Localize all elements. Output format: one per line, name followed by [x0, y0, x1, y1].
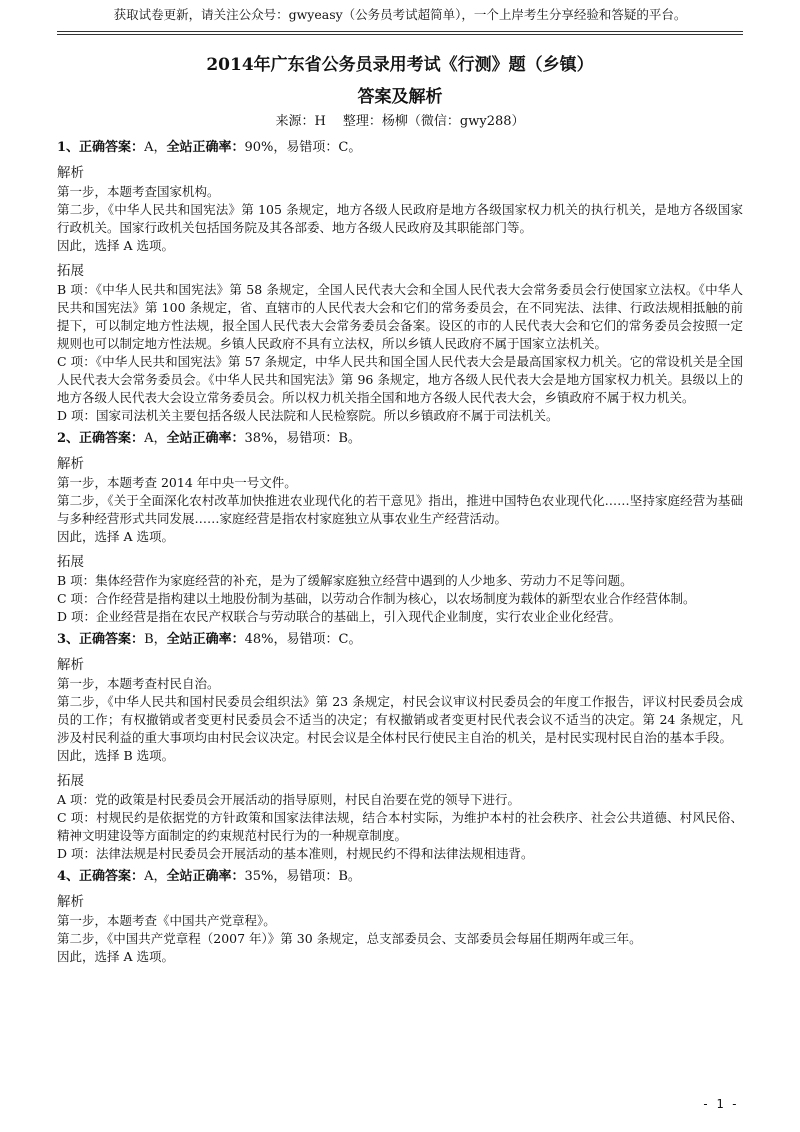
extension-heading: 拓展 — [57, 263, 84, 279]
answer-value: A， — [144, 140, 167, 155]
rate-value: 38%， — [244, 431, 287, 446]
answer-value: A， — [144, 869, 167, 884]
document-body — [57, 134, 743, 966]
answer-label: 正确答案： — [79, 869, 145, 884]
analysis-paragraph: 因此，选择 A 选项。 — [57, 238, 174, 253]
extension-paragraph: B 项：《中华人民共和国宪法》第 58 条规定，全国人民代表大会和全国人民代表大会常务委员会行使国家立法权。《中华人民共和国宪法》第 100 条规定，省、直辖市的人民代表大会和它们的常务委员会，在不同宪法、法律、行政法规相抵触的前提下，可以制定地方性法规，报全国人民代表大会常务委员会备案。设区的市的人民代表大会和它们的常务委员会按照一定规则也可以制定地方性法规。乡镇人民政府不具有立法权，所以乡镇人民政府不属于国家立法机关。 — [57, 282, 743, 351]
analysis-paragraph: 第一步，本题考查国家机构。 — [57, 184, 220, 199]
extension-paragraph: B 项：集体经营作为家庭经营的补充，是为了缓解家庭独立经营中遇到的人少地多、劳动力不足等问题。 — [57, 573, 633, 588]
source-line: 来源：H 整理：杨柳（微信：gwy288） — [275, 114, 525, 129]
analysis-paragraph: 第二步，《关于全面深化农村改革加快推进农业现代化的若干意见》指出，推进中国特色农业现代化……坚持家庭经营为基础与多种经营形式共同发展……家庭经营是指农村家庭独立从事农业生产经营活动。 — [57, 493, 743, 526]
wrong-option: 易错项：B。 — [286, 431, 361, 446]
analysis-paragraph: 第二步，《中华人民共和国宪法》第 105 条规定，地方各级人民政府是地方各级国家权力机关的执行机关，是地方各级国家行政机关。国家行政机关包括国务院及其各部委、地方各级人民政府及其职能部门等。 — [57, 202, 743, 235]
extension-paragraph: C 项：合作经营是指构建以土地股份制为基础，以劳动合作制为核心，以农场制度为载体的新型农业合作经营体制。 — [57, 591, 696, 606]
extension-heading: 拓展 — [57, 554, 84, 570]
question-block-2 — [57, 429, 743, 626]
banner-divider-secondary — [57, 34, 743, 35]
rate-label: 全站正确率： — [166, 140, 245, 155]
analysis-paragraph: 因此，选择 A 选项。 — [57, 949, 174, 964]
extension-paragraph: D 项：法律法规是村民委员会开展活动的基本准则，村规民约不得和法律法规相违背。 — [57, 846, 534, 861]
analysis-heading: 解析 — [57, 165, 84, 181]
answer-label: 正确答案： — [79, 431, 145, 446]
rate-label: 全站正确率： — [166, 632, 245, 647]
answer-value: A， — [144, 431, 167, 446]
extension-paragraph: C 项：村规民约是依据党的方针政策和国家法律法规，结合本村实际，为维护本村的社会秩序、社会公共道德、村风民俗、精神文明建设等方面制定的约束规范村民行为的一种规章制度。 — [57, 810, 743, 843]
extension-paragraph: D 项：企业经营是指在农民产权联合与劳动联合的基础上，引入现代企业制度，实行农业企业化经营。 — [57, 609, 621, 624]
document-subtitle: 答案及解析 — [357, 87, 443, 107]
analysis-paragraph: 第二步，《中华人民共和国村民委员会组织法》第 23 条规定，村民会议审议村民委员会的年度工作报告，评议村民委员会成员的工作；有权撤销或者变更村民委员会不适当的决定；有权撤销或者变更村民代表会议不适当的决定。第 24 条规定，凡涉及村民利益的重大事项均由村民会议决定。村民会议是全体村民行使民主自治的机关，是村民实现村民自治的基本手段。 — [57, 694, 743, 745]
answer-line — [57, 138, 743, 158]
question-block-3 — [57, 630, 743, 863]
question-number: 4、 — [57, 869, 80, 884]
top-banner: 获取试卷更新，请关注公众号：gwyeasy（公务员考试超简单），一个上岸考生分享经验和答疑的平台。 — [113, 7, 687, 22]
analysis-heading: 解析 — [57, 657, 84, 673]
question-number: 3、 — [57, 632, 80, 647]
answer-line — [57, 630, 743, 650]
extension-paragraph: D 项：国家司法机关主要包括各级人民法院和人民检察院。所以乡镇政府不属于司法机关。 — [57, 408, 559, 423]
answer-value: B， — [144, 632, 167, 647]
wrong-option: 易错项：B。 — [286, 869, 361, 884]
question-number: 2、 — [57, 431, 80, 446]
wrong-option: 易错项：C。 — [286, 632, 362, 647]
question-block-4 — [57, 867, 743, 966]
analysis-paragraph: 第一步，本题考查村民自治。 — [57, 676, 220, 691]
question-block-1 — [57, 138, 743, 425]
rate-value: 48%， — [244, 632, 287, 647]
wrong-option: 易错项：C。 — [286, 140, 362, 155]
answer-line — [57, 429, 743, 449]
answer-label: 正确答案： — [79, 140, 145, 155]
analysis-paragraph: 因此，选择 B 选项。 — [57, 748, 175, 763]
rate-value: 90%， — [244, 140, 287, 155]
analysis-heading: 解析 — [57, 456, 84, 472]
answer-label: 正确答案： — [79, 632, 145, 647]
analysis-paragraph: 因此，选择 A 选项。 — [57, 529, 174, 544]
banner-divider — [57, 31, 743, 32]
question-number: 1、 — [57, 140, 80, 155]
rate-label: 全站正确率： — [166, 431, 245, 446]
answer-line — [57, 867, 743, 887]
document-title: 2014年广东省公务员录用考试《行测》题（乡镇） — [206, 55, 594, 75]
analysis-paragraph: 第一步，本题考查《中国共产党章程》。 — [57, 913, 276, 928]
extension-paragraph: A 项：党的政策是村民委员会开展活动的指导原则，村民自治要在党的领导下进行。 — [57, 792, 521, 807]
analysis-paragraph: 第二步，《中国共产党章程（2007 年）》第 30 条规定，总支部委员会、支部委员会每届任期两年或三年。 — [57, 931, 642, 946]
rate-value: 35%， — [244, 869, 287, 884]
analysis-paragraph: 第一步，本题考查 2014 年中央一号文件。 — [57, 475, 297, 490]
rate-label: 全站正确率： — [166, 869, 245, 884]
analysis-heading: 解析 — [57, 894, 84, 910]
extension-paragraph: C 项：《中华人民共和国宪法》第 57 条规定，中华人民共和国全国人民代表大会是最高国家权力机关。它的常设机关是全国人民代表大会常务委员会。《中华人民共和国宪法》第 96 条规定，地方各级人民代表大会是地方国家权力机关。县级以上的地方各级人民代表大会设立常务委员会。所以权力机关指全国和地方各级人民代表大会，乡镇政府不属于权力机关。 — [57, 354, 743, 405]
extension-heading: 拓展 — [57, 773, 84, 789]
page-number: - 1 - — [701, 1097, 738, 1111]
